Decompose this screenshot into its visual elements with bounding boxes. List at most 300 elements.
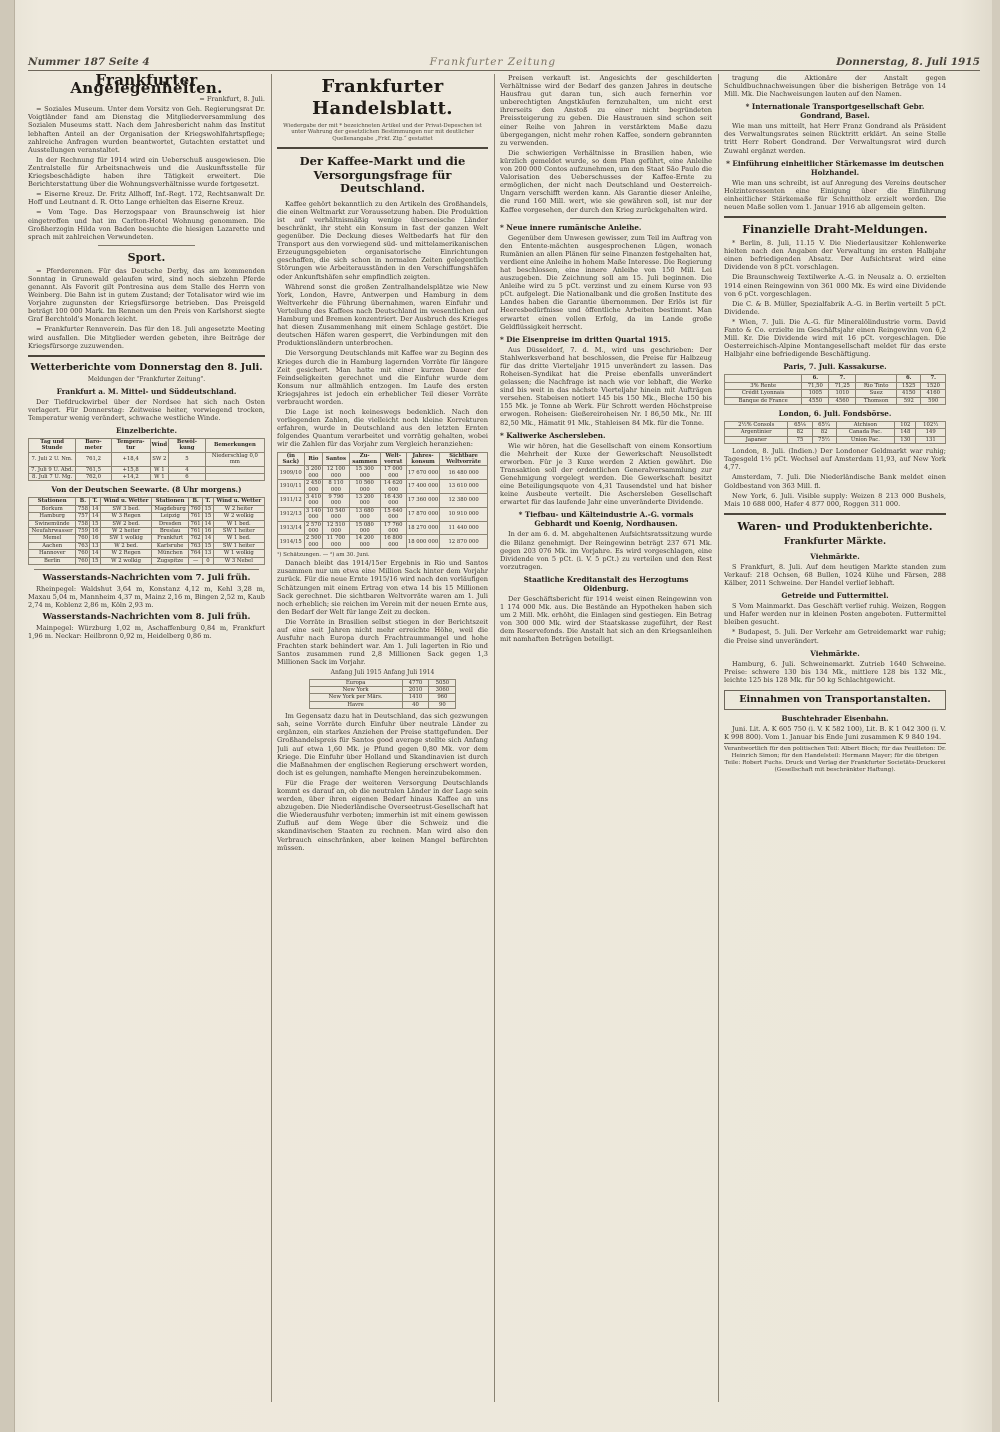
article-paragraph: = Soziales Museum. Unter dem Vorsitz von Geh. Regierungsrat Dr. Voigtländer fand am Dienstag die Mitgliederversammlung des Sozialen Museums statt. Nach dem Jahresbericht nahm das Institut lebhaften Anteil an der Organisation der Kriegswohlfahrtspflege; zahlreiche Anfragen wurden beantwortet, Gutachten erstattet und Ausstellungen veranstaltet. [28,105,265,154]
article-paragraph: S Vom Mainmarkt. Das Geschäft verlief ruhig. Weizen, Roggen und Hafer werden nur in kleinen Posten angeboten. Futtermittel bleiben gesucht. [724,602,946,627]
cell: Dresden [152,520,189,527]
cell: W 2 wolkig [100,557,151,564]
cell: 10 540 000 [323,507,349,521]
water-levels: Rheinpegel: Waldshut 3,64 m, Konstanz 4,12 m, Kehl 3,28 m, Maxau 5,04 m, Mannheim 4,37 m, Mainz 2,16 m, Bingen 2,52 m, Kaub 2,74 m, Koblenz 2,86 m, Köln 2,93 m. [28,585,265,610]
cell: 762 [190,535,201,542]
cell: Memel [29,535,76,542]
cell: W 1 wolkig [213,550,264,557]
station-row [29,520,265,527]
article-paragraph: Während sonst die großen Zentralhandelsplätze wie New York, London, Havre, Antwerpen und Hamburg in dem Weltverkehr die Führung übernahmen, waren Einfuhr und Verteilung des Kaffees nach Deutschland im wesentlichen auf Hamburg und Bremen konzentriert. Der Ausbruch des Krieges hat diesen Zusammenhang mit einem Schlage gestört. Die deutschen Häfen waren gesperrt, die Verbindungen mit den Produktionsländern unterbrochen. [277,282,488,348]
cell: 5 [169,452,206,466]
stock-row [309,701,456,708]
cell: 4160 [921,390,946,397]
water-levels: Mainpegel: Würzburg 1,02 m, Aschaffenburg 0,84 m, Frankfurt 1,96 m. Neckar: Heilbronn 0,92 m, Heidelberg 0,86 m. [28,624,265,641]
section-title-wire: Finanzielle Draht-Meldungen. [742,223,928,237]
cell: 14 200 000 [349,535,380,549]
cell: 14 [204,535,212,542]
cell: 71,50 [802,382,829,389]
cell: 2½% Consols [725,421,788,428]
cell: 1525 [897,382,921,389]
station-row [29,535,265,542]
cell: München [152,550,189,557]
article-paragraph: Der Geschäftsbericht für 1914 weist einen Reingewinn von 1 174 000 Mk. aus. Die Bestände an Hypotheken haben sich um 2 Mill. Mk. erhöht, die Einlagen sind gestiegen. Ein Betrag von 300 000 Mk. wird der Staatskasse zugeführt, der Rest dem Reservefonds. Die Anstalt hat sich an den Kriegsanleihen mit namhaften Beträgen beteiligt. [500,594,712,644]
running-header [28,54,980,71]
table-header: Tempera-tur [111,439,150,453]
cell: 16 [91,528,99,535]
article-paragraph: New York, 6. Juli. Visible supply: Weizen 8 213 000 Bushels, Mais 10 688 000, Hafer 4 877 000, Roggen 311 000. [724,491,946,508]
cell: W 1 [150,474,168,481]
weather-title: Wetterberichte vom Donnerstag den 8. Juli. [30,361,263,373]
column-rule [271,74,272,1402]
paris-table [724,374,946,405]
table-header [725,375,802,382]
cell: 13 [204,550,212,557]
cell: Frankfurt [152,535,189,542]
cell: 12 100 000 [323,466,349,480]
cell: 1010 [829,390,856,397]
cell: Hamburg [29,513,76,520]
cell: 1913/14 [278,521,305,535]
table-header: Zu-sammen [349,452,380,466]
cell: 1520 [921,382,946,389]
station-row [29,528,265,535]
cell: 16 800 000 [380,535,406,549]
weather-forecast: Der Tiefdruckwirbel über der Nordsee hat sich nach Osten verlagert. Für Donnerstag: Zeitweise heiter, vorwiegend trocken, Temperatur wenig verändert, schwache westliche Winde. [28,397,265,422]
cell: 1410 [402,694,429,701]
cell: SW 1 wolkig [100,535,151,542]
cell: 1005 [802,390,829,397]
divider [98,245,195,246]
article-paragraph: = Eiserne Kreuz. Dr. Fritz Allhoff, Inf.-Regt. 172, Rechtsanwalt Dr. Hoff und Leutnant d. R. Otto Lange erhielten das Eiserne Kreuz. [28,190,265,207]
harvest-row [278,535,488,549]
cell: Crédit Lyonnais [725,390,802,397]
table-header: B. [189,498,203,505]
article-paragraph: Hamburg, 6. Juli. Schweinemarkt. Zutrieb 1640 Schweine. Preise: schwere 130 bis 134 Mk., mittlere 128 bis 132 Mk., leichte 125 bis 128 Mk. für 50 kg Schlachtgewicht. [724,659,946,684]
cell: 760 [190,505,201,512]
cell: 763 [190,542,201,549]
cell: 759 [77,528,88,535]
cell: 760 [77,550,88,557]
coffee-harvest-table [277,452,488,550]
cell: New York per Märs. [309,694,402,701]
section-title-sport: Sport. [127,250,166,264]
column-local-news [28,74,265,1404]
station-row [29,542,265,549]
cell: 1911/12 [278,493,305,507]
cell: SW 2 [150,452,168,466]
cell: 75 [788,436,812,443]
cell: 1912/13 [278,507,305,521]
cell: 2 500 000 [305,535,321,548]
london-label: London, 6. Juli. Fondsbörse. [778,408,892,418]
seewarte-title: Von der Deutschen Seewarte. (8 Uhr morgens.) [51,485,242,495]
cell: Atchison [836,421,895,428]
london-table [724,421,946,444]
article-paragraph: Die Versorgung Deutschlands mit Kaffee war zu Beginn des Krieges durch die in Hamburg lagernden Vorräte für längere Zeit gesichert. Man hatte mit einer kurzen Dauer der Feindseligkeiten gerechnet und die Einfuhr wurde dem Konsum nur allmählich entzogen. Im Laufe des ersten Kriegsjahres ist jedoch ein erheblicher Teil dieser Vorräte verbraucht worden. [277,349,488,406]
copyright-note: Wiedergabe der mit * bezeichneten Artikel und der Privat-Depeschen ist unter Wahrung der gesetzlichen Bestimmungen nur mit deutlicher Quellenangabe „Frkf. Ztg.“ gestattet [283,123,482,142]
cell: 75½ [812,436,836,443]
london-body [725,421,946,443]
cell: 761 [190,520,201,527]
cell: 18 270 000 [406,521,439,535]
cell: Swinemünde [29,520,76,527]
cell: 1909/10 [278,466,305,480]
cell: Leipzig [152,513,189,520]
cell: Karlsruhe [152,542,189,549]
cell: Borkum [29,505,76,512]
paris-body [725,382,946,404]
article-paragraph: Die Vorräte in Brasilien selbst stiegen in der Berichtszeit auf eine seit Jahren nicht mehr erreichte Höhe, weil die Ausfuhr nach Europa durch Frachtraummangel und hohe Frachten stark behindert war. Am 1. Juli lagerten in Rio und Santos zusammen rund 2,8 Millionen Sack gegen 1,3 Millionen Sack im Vorjahr. [277,617,488,667]
article-headline: * Neue innere rumänische Anleihe. [500,222,642,232]
cell: 82 [812,429,836,436]
page-edge [992,0,1000,1432]
table-header: Bemerkungen [205,439,264,453]
cell: 4770 [402,679,429,686]
section-title-handelsblatt: Frankfurter Handelsblatt. [312,76,453,119]
station-row [29,550,265,557]
article-paragraph: S Frankfurt, 8. Juli. Auf dem heutigen Markte standen zum Verkauf: 218 Ochsen, 68 Bullen, 1024 Kühe und Färsen, 288 Kälber, 2011 Schweine. Der Handel verlief lebhaft. [724,562,946,588]
cell: W 2 heiter [100,528,151,535]
article-paragraph: = Pferderennen. Für das Deutsche Derby, das am kommenden Sonntag in Grunewald gelaufen wird, sind noch siebzehn Pferde genannt. Als Favorit gilt Pontresina aus dem Stalle des Herrn von Weinberg. Die Bahn ist in gutem Zustand; der Totalisator wird wie im Vorjahre zugunsten der Kriegsfürsorge betrieben. Das Preisgeld beträgt 100 000 Mark. Im Rennen um den Preis von Karlshorst siegte Graf Berchtold's Monarch leicht. [28,266,265,324]
harvest-row [278,466,488,480]
cell: 40 [402,701,429,708]
cell: 15 300 000 [349,466,380,480]
cell: 13 610 000 [440,480,488,494]
water-title-1: Wasserstands-Nachrichten vom 7. Juli früh. [42,573,251,584]
water-title-2: Wasserstands-Nachrichten vom 8. Juli früh. [42,612,251,623]
station-row [29,557,265,564]
article-paragraph: Die Lage ist noch keineswegs bedenklich. Nach den vorliegenden Zahlen, die vielleicht noch kleine Korrekturen erfahren, wurde in Deutschland aus den letzten Ernten folgendes Quantum verarbeitet und vorrätig gehalten, wobei wir die Zahlen für das Vorjahr zum Vergleich heranziehen: [277,408,488,449]
cell: 11 700 000 [323,535,349,549]
cell: Havre [309,701,402,708]
article-headline: * Tiefbau- und Kälteindustrie A.-G. vormals Gebhardt und Koenig, Nordhausen. [518,510,694,529]
article-paragraph: Die schwierigen Verhältnisse in Brasilien haben, wie kürzlich gemeldet wurde, so dem Plan geführt, eine Anleihe von 200 000 Contos aufzunehmen, um den Staat São Paulo die Valorisation des Ueberschusses der Kaffee-Ernte zu ermöglichen, der nicht nach Deutschland und Oesterreich-Ungarn verschifft werden kann. Als Garantie dieser Anleihe, die rund 160 Mill. wert, wie sie gewähren soll, ist nur der Kaffee vorgesehen, der durch den Krieg zurückgehalten wird. [500,148,712,214]
article-paragraph: Wie man uns schreibt, ist auf Anregung des Vereins deutscher Holzinteressenten eine Einigung über die Einführung einheitlicher Stärkemaße für Schnittholz erzielt worden. Die neuen Maße sollen vom 1. Januar 1916 ab allgemein gelten. [724,178,946,211]
cell: 16 480 000 [440,466,488,480]
stock-row [309,694,456,701]
cell: 761 [190,528,201,535]
cell: 15 [91,557,99,564]
table-row [29,452,265,466]
cell: Breslau [152,528,189,535]
cell: 4150 [897,390,921,397]
cell: 0 [203,557,213,564]
weather-table-stations [28,497,265,565]
cell: 4560 [829,397,856,404]
article-paragraph: Preisen verkauft ist. Angesichts der geschilderten Verhältnisse wird der Bedarf des ganzen Jahres in deutsche Hausfrau gut daran tun, sich auch fernerhin vor unberechtigten Angstkäufen fernzuhalten, um nicht erst ihrerseits den Anstoß zu einer nicht begründeten Preissteigerung zu geben. Die Haustrauen sind schon seit einer Reihe von Jahren in verstärktem Maße dazu übergegangen, nicht mehr rohen Kaffee, sondern gebrannten zu verwenden. [500,74,712,147]
cell: Zugspitze [152,557,189,564]
cell: 2010 [402,686,429,693]
cell: 758 [77,520,88,527]
cell: 11 440 000 [440,521,488,535]
cell: 13 680 000 [349,507,380,521]
stock-table [309,679,457,710]
cell: W 1 bed. [213,520,264,527]
divider [28,355,265,357]
table-header: Wind u. Wetter [100,498,151,505]
cell: +14,2 [111,474,150,481]
cell: 9 790 000 [323,493,349,507]
cell: 16 [204,528,212,535]
table-header: T. [203,498,213,505]
section-title-markets: Waren- und Produktenberichte. [737,519,933,533]
quote-row [725,421,946,428]
cell: 5050 [429,679,456,686]
cell: 1914/15 [278,535,305,549]
article-paragraph: Im Gegensatz dazu hat in Deutschland, das sich gezwungen sah, seine Vorräte durch Einfuhr über neutrale Länder zu ergänzen, ein starkes Anziehen der Preise stattgefunden. Der Großhandelspreis für Santos good average stellte sich Anfang Juli auf etwa 1,60 Mk. je Pfund gegen 0,80 Mk. vor dem Kriege. Die Einfuhr über Holland und Skandinavien ist durch die Maßnahmen der englischen Regierung erschwert worden, doch ist es gelungen, namhafte Mengen hereinzubekommen. [277,712,488,777]
cell: 3060 [429,686,456,693]
cell: Berlin [29,557,76,564]
cell: 2 570 000 [305,521,321,534]
cell: 758 [77,505,88,512]
article-paragraph: * Berlin, 8. Juli, 11.15 V. Die Niederlausitzer Kohlenwerke hielten nach den Angaben der Verwaltung im ersten Halbjahr einen befriedigenden Absatz. Der Aufsichtsrat wird eine Dividende von 8 pCt. vorschlagen. [724,239,946,272]
divider [277,147,488,149]
article-headline: * Die Eisenpreise im dritten Quartal 1915. [500,334,671,344]
cell: 15 [204,542,212,549]
coffee-body [278,466,488,549]
cell: 3 410 000 [305,493,321,507]
harvest-row [278,507,488,521]
cell: SW 1 heiter [213,528,264,535]
table-header [856,375,897,382]
cell: 10 560 000 [349,480,380,494]
paris-label: Paris, 7. Juli. Kassakurse. [783,362,887,372]
table-header: Stationen [152,498,189,505]
article-paragraph: * Budapest, 5. Juli. Der Verkehr am Getreidemarkt war ruhig; die Preise sind unverändert. [724,628,946,645]
table-row [29,466,265,473]
cell: 90 [429,701,456,708]
article-paragraph: = Vom Tage. Das Herzogspaar von Braunschweig ist hier eingetroffen und hat im Carlton-Hotel Wohnung genommen. Die Großherzogin Hilda von Baden besuchte die hiesigen Lazarette und sprach mit zahlreichen Verwundeten. [28,208,265,241]
cell: Japaner [725,436,788,443]
table-header: 6. [802,375,829,382]
cell: Aachen [29,542,76,549]
cell: 17 400 000 [406,480,439,494]
cell: 4550 [802,397,829,404]
cell: 15 640 000 [380,507,406,521]
station-row [29,505,265,512]
cell: 3 140 000 [305,507,321,521]
article-paragraph: Danach bleibt das 1914/15er Ergebnis in Rio und Santos zusammen nur um etwa eine Million Sack hinter dem Vorjahr zurück. Für die neue Ernte 1915/16 wird nach den vorläufigen Schätzungen mit einem Ertrag von etwa 14 bis 15 Millionen Sack gerechnet. Die sichtbaren Weltvorräte waren am 1. Juli noch erheblich; sie reichen im Verein mit der neuen Ernte aus, den Bedarf der Welt für lange Zeit zu decken. [277,559,488,616]
section-title-transport: Einnahmen von Transportanstalten. [739,693,931,705]
table-header: Sichtbare Weltvorräte [440,452,488,466]
cell: +18,4 [111,452,150,466]
article-headline: Staatliche Kreditanstalt des Herzogtums Oldenburg. [523,574,689,593]
cell: Canada Pac. [836,429,895,436]
article-paragraph: In der Rechnung für 1914 wird ein Ueberschuß ausgewiesen. Die Zentralstelle für Arbeitsnachweis und die Auskunftsstelle für Kriegsbeschädigte haben ihre Tätigkeit erweitert. Die Berichterstattung über die Wohnungsverhältnisse wurde fortgesetzt. [28,155,265,189]
column-rule [718,74,719,1402]
article-paragraph: Wie man uns mitteilt, hat Herr Franz Gondrand als Präsident des Verwaltungsrates seinen Rücktritt erklärt. An seine Stelle tritt Herr Robert Gondrand. Der Verwaltungsrat wird durch Zuwahl ergänzt werden. [724,122,946,155]
subsection-title: Getreide und Futtermittel. [781,591,889,601]
subsection-title: Viehmärkte. [810,648,860,658]
article-headline: Der Kaffee-Markt und die Versorgungsfrage für Deutschland. [299,154,466,196]
cell: SW 2 bed. [100,520,151,527]
cell: W 2 wolkig [213,513,264,520]
cell: 1910/11 [278,480,305,494]
divider [34,569,259,570]
cell [205,474,264,481]
cell: W 1 bed. [213,535,264,542]
cell: 14 [91,513,99,520]
cell: 13 200 000 [349,493,380,507]
harvest-row [278,493,488,507]
divider [724,513,946,515]
cell: 16 [91,535,99,542]
table-header: 6. [897,375,921,382]
cell: 10 910 000 [440,507,488,521]
article-paragraph: Für die Frage der weiteren Versorgung Deutschlands kommt es darauf an, ob die neutralen Länder in der Lage sein werden, über ihren eigenen Bedarf hinaus Kaffee an uns abzugeben. Die Niederländische Overseetrust-Gesellschaft hat die Wiederausfuhr verboten; immerhin ist mit einem gewissen Zufluß auf dem Wege über die Schweiz und die skandinavischen Staaten zu rechnen. Man wird also den Verbrauch einschränken, aber keinen Mangel befürchten müssen. [277,778,488,852]
cell: New York [309,686,402,693]
station-row [29,513,265,520]
cell: 15 [204,505,212,512]
cell: 14 [204,520,212,527]
article-paragraph: = Frankfurter Rennverein. Das für den 18. Juli angesetzte Meeting wird ausfallen. Die Mitglieder werden gebeten, ihre Beiträge der Kriegsfürsorge zuzuwenden. [28,325,265,350]
article-paragraph: In der am 6. d. M. abgehaltenen Aufsichtsratssitzung wurde die Bilanz genehmigt. Der Reingewinn beträgt 237 671 Mk. gegen 203 076 Mk. im Vorjahre. Es wird vorgeschlagen, eine Dividende von 5 pCt. (i. V. 5 pCt.) zu verteilen und den Rest vorzutragen. [500,530,712,571]
article-paragraph: Amsterdam, 7. Juli. Die Niederländische Bank meldet einen Goldbestand von 363 Mill. fl. [724,473,946,490]
cell: 7. Juli 2 U. Nm. [29,452,76,466]
cell: 17 000 000 [380,466,406,480]
cell: 17 360 000 [406,493,439,507]
cell: 12 870 000 [440,535,488,549]
article-headline: * Internationale Transportgesellschaft Gebr. Gondrand, Basel. [745,102,925,121]
stock-row [309,679,456,686]
table-header: Santos [323,452,349,466]
cell: W 3 Nebel [213,557,264,564]
cell: 130 [895,436,916,443]
table-header: 7. [829,375,856,382]
cell: Magdeburg [152,505,189,512]
table-header: Baro-meter [76,439,111,453]
cell: 14 [91,550,99,557]
subsection-title: Frankfurter Märkte. [783,536,887,547]
cell: 3% Rente [725,382,802,389]
cell: 764 [190,550,201,557]
article-paragraph: Die C. & B. Müller, Spezialfabrik A.-G. in Berlin verteilt 5 pCt. Dividende. [724,299,946,316]
stock-row [309,686,456,693]
quote-row [725,397,946,404]
cell: 4 [169,466,206,473]
cell: 13 [91,542,99,549]
table-header: Welt-vorrat [380,452,406,466]
table-footnote: ¹) Schätzungen. — ²) am 30. Juni. [277,552,370,559]
cell: W 2 bed. [100,542,151,549]
cell: 16 430 000 [380,493,406,507]
column-finance [724,74,946,1404]
cell: 757 [77,513,88,520]
cell: Union Pac. [836,436,895,443]
cell: 71,25 [829,382,856,389]
cell: 960 [429,694,456,701]
stations-body [29,505,265,564]
table-header: Stationen [29,498,76,505]
table-header: Tag und Stunde [29,439,76,453]
article-paragraph: Wie wir hören, hat die Gesellschaft von einem Konsortium die Mehrheit der Kuxe der Gewerkschaft Neusollstedt erworben. Für je 3 Kuxe werden 2 Aktien gewährt. Die Transaktion soll der ordentlichen Generalversammlung zur Genehmigung vorgelegt werden. Die Gewerkschaft besitzt eine Beteiligungsquote von 4,31 Tausendstel und hat bisher keine Ausbeute verteilt. Die Aschersleben Gesellschaft erwartet für das laufende Jahr eine unveränderte Dividende. [500,441,712,507]
table-header: T. [90,498,100,505]
subsection-title: Buschtehrader Eisenbahn. [781,713,889,723]
single-reports-title: Einzelberichte. [116,426,177,435]
article-headline: * Einführung einheitlicher Stärkemasse im deutschen Holzhandel. [726,158,944,177]
cell: 760 [77,535,88,542]
article-paragraph: tragung die Aktionäre der Anstalt gegen Schuldbuchnachweisungen über die bisherigen Beträge von 14 Mill. Mk. Die Nachweisungen lauten auf den Namen. [724,74,946,99]
harvest-row [278,480,488,494]
cell: 761,2 [76,452,111,466]
article-headline: * Kaliwerke Aschersleben. [500,430,606,440]
binding-gutter [0,0,15,1432]
cell: Banque de France [725,397,802,404]
cell: Thomson [856,397,897,404]
cell: 15 080 000 [349,521,380,535]
transport-box [724,690,946,710]
section-title-local: Frankfurter Angelegenheiten. [70,74,223,98]
weather-table-frankfurt [28,438,265,481]
table-header: 7. [921,375,946,382]
table-header: B. [76,498,90,505]
divider [570,218,642,219]
cell: W 1 [150,466,168,473]
cell: 2 450 000 [305,480,321,493]
cell: 131 [916,436,946,443]
cell: 760 [77,557,88,564]
cell: 12 510 000 [323,521,349,535]
cell: 102 [895,421,916,428]
stock-body [309,679,456,709]
cell: 761 [190,513,201,520]
cell: 65¼ [812,421,836,428]
divider [724,216,946,218]
cell: 592 [897,397,921,404]
cell: SW 3 bed. [100,505,151,512]
cell: Niederschlag 0,0 mm [205,452,264,466]
header-date: Donnerstag, 8. Juli 1915 [836,56,980,68]
table-header: Jahres-konsum [406,452,439,466]
cell: 15 [204,513,212,520]
quote-row [725,429,946,436]
cell: 14 620 000 [380,480,406,494]
cell: W 3 Regen [100,513,151,520]
cell: 149 [916,429,946,436]
cell: W 2 Regen [100,550,151,557]
cell: 761,5 [76,466,111,473]
subsection-title: Viehmärkte. [810,551,860,561]
cell: 8. Juli 7 U. Mg. [29,474,76,481]
article-paragraph: London, 8. Juli. (Indien.) Der Londoner Geldmarkt war ruhig; Tagesgeld 1½ pCt. Wechsel auf Amsterdam 11,93, auf New York 4,77. [724,447,946,472]
cell: 12 380 000 [440,493,488,507]
cell: 3 200 000 [305,466,321,479]
cell: Hannover [29,550,76,557]
quote-row [725,390,946,397]
article-paragraph: Gegenüber dem Unwesen gewisser, zum Teil im Auftrag von den Entente-mächten ausgesprochenen Lügen, wonach Rumänien an allen Plänen für seine Finanzen festgehalten hat, verdient eine Anleihe in hohem Maße Interesse. Die Regierung hat beschlossen, eine innere Anleihe von 150 Mill. Lei auszugeben. Die Zeichnung soll am 15. Juli beginnen. Die Anleihe wird zu 5 pCt. verzinst und zu einem Kurse von 93 pCt. aufgelegt. Die Nationalbank und die großen Institute des Landes haben die Garantie übernommen. Der Erlös ist für Heeresbedürfnisse und öffentliche Arbeiten bestimmt. Man erwartet einen vollen Erfolg, da im Lande große Geldflüssigkeit herrscht. [500,233,712,331]
article-paragraph: Kaffee gehört bekanntlich zu den Artikeln des Großhandels, die einen Weltmarkt zur Voraussetzung haben. Die Produktion ist auf verhältnismäßig wenige überseeische Länder beschränkt, ihr steht ein Konsum in fast der ganzen Welt gegenüber. Die Deckung dieses Weltbedarfs hat für den Transport aus den vorwiegend süd- und mittelamerikanischen Erzeugungsgebieten organisatorische Einrichtungen geschaffen, die sich schon in normalen Zeiten gelegentlich Störungen wie Arbeiterausständen in den Verschiffungshäfen oder Ankunftshäfen sehr empfindlich zeigten. [277,199,488,281]
article-paragraph: * Wien, 7. Juli. Die A.-G. für Mineralölindustrie vorm. David Fanto & Co. erzielte im Geschäftsjahr einen Reingewinn von 6,2 Mill. Kr. Die Dividende wird mit 16 pCt. vorgeschlagen. Die Oesterreichisch-Alpine Montangesellschaft meldet für das erste Halbjahr eine befriedigende Beschäftigung. [724,317,946,359]
table-header: Bewöl-kung [169,439,206,453]
cell: 65⅛ [788,421,812,428]
cell: 14 [91,505,99,512]
cell: 148 [895,429,916,436]
column-rule [494,74,495,1402]
header-paper-name: Frankfurter Zeitung [429,56,557,68]
table-header: Rio [304,452,323,466]
article-paragraph: Die Braunschweig Textilwerke A.-G. in Neusalz a. O. erzielten 1914 einen Reingewinn von 361 000 Mk. Es wird eine Dividende von 6 pCt. vorgeschlagen. [724,273,946,298]
cell: 17 870 000 [406,507,439,521]
cell: 763 [77,542,88,549]
cell: W 2 heiter [213,505,264,512]
table-header: Wind u. Wetter [213,498,264,505]
cell: 6 [169,474,206,481]
quote-row [725,436,946,443]
cell: 17 760 000 [380,521,406,535]
cell: 17 670 000 [406,466,439,480]
cell: Suez [856,390,897,397]
weather-note: Meldungen der "Frankfurter Zeitung". [87,375,206,383]
